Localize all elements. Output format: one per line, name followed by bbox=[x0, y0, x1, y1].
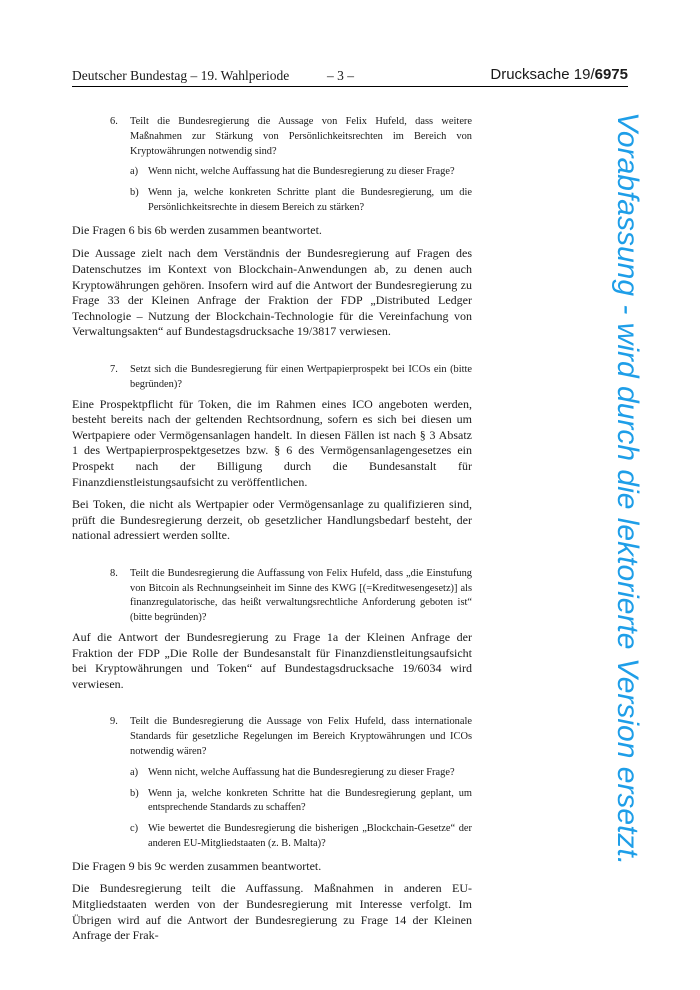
question-6a bbox=[130, 165, 472, 180]
question-number: 7. bbox=[110, 363, 118, 375]
parliament-label: Deutscher Bundestag – 19. Wahlperiode bbox=[72, 68, 290, 83]
question-text: Teilt die Bundesregierung die Aussage von Felix Hufeld, dass internationale Standards für gesetzliche Regelungen im Bereich Kryptowährungen und ICOs notwendig wären? bbox=[130, 716, 472, 758]
sub-label: a) bbox=[130, 166, 139, 178]
answer-paragraph: Bei Token, die nicht als Wertpapier oder Vermögensanlage zu qualifizieren sind, prüft die Bundesregierung derzeit, ob gesetzlicher Handlungsbedarf besteht, der national adressiert werden sollte. bbox=[72, 497, 472, 543]
watermark-text: Vorabfassung - wird durch die lektorierte Version ersetzt. bbox=[611, 112, 644, 866]
sub-text: Wenn nicht, welche Auffassung hat die Bundesregierung zu dieser Frage? bbox=[148, 766, 455, 778]
question-7 bbox=[72, 363, 472, 393]
sub-label: b) bbox=[130, 187, 139, 199]
question-text: Teilt die Bundesregierung die Auffassung von Felix Hufeld, dass „die Einstufung von Bitcoin als Rechnungseinheit im Sinne des KWG [(=Kreditwesengesetz)] als finanzregulatorische, das heißt verwaltungsrechtliche Anforderung geboten ist“ (bitte begründen)? bbox=[130, 567, 472, 624]
answer-paragraph: Die Bundesregierung teilt die Auffassung. Maßnahmen in anderen EU-Mitgliedstaaten werden von der Bundesregierung mit Interesse verfolgt. Im Übrigen wird auf die Antwort der Bundesregierung zu Frage 14 der Kleinen Anfrage der Frak- bbox=[72, 881, 472, 943]
answer-paragraph: Die Fragen 9 bis 9c werden zusammen beantwortet. bbox=[72, 858, 322, 873]
page-number: – 3 – bbox=[327, 68, 354, 83]
document-number bbox=[490, 66, 628, 83]
question-6b bbox=[130, 186, 472, 216]
sub-label: c) bbox=[130, 823, 139, 835]
doc-number: 6975 bbox=[594, 66, 628, 83]
page-header bbox=[72, 66, 628, 86]
doc-prefix: Drucksache bbox=[490, 66, 574, 83]
question-6 bbox=[72, 115, 472, 159]
sub-text: Wenn nicht, welche Auffassung hat die Bundesregierung zu dieser Frage? bbox=[148, 166, 455, 178]
doc-series: 19/ bbox=[573, 66, 595, 83]
answer-paragraph: Die Aussage zielt nach dem Verständnis der Bundesregierung auf Fragen des Datenschutzes im Kontext von Blockchain-Anwendungen ab, zu denen auch Kryptowährungen gehören. Insofern wird auf die Antwort der Bundesregierung zu Frage 33 der Kleinen Anfrage der Fraktion der FDP „Distributed Ledger Technologie – Nutzung der Blockchain-Technologie für die Vereinfachung von Verwaltungsakten“ auf Bundestagsdrucksache 19/3817 verwiesen. bbox=[72, 246, 472, 339]
sub-label: a) bbox=[130, 766, 139, 778]
answer-paragraph: Die Fragen 6 bis 6b werden zusammen beantwortet. bbox=[72, 222, 322, 237]
question-text: Setzt sich die Bundesregierung für einen Wertpapierprospekt bei ICOs ein (bitte begründen)? bbox=[130, 363, 472, 390]
header-divider bbox=[72, 86, 628, 87]
question-number: 8. bbox=[110, 567, 118, 579]
question-9b bbox=[130, 787, 472, 817]
answer-paragraph: Eine Prospektpflicht für Token, die im Rahmen eines ICO angeboten werden, besteht bereits nach der geltenden Rechtsordnung, sofern es sich bei diesen um Wertpapiere oder Vermögensanlagen handelt. In diesen Fällen ist nach § 3 Absatz 1 des Wertpapierprospektgesetzes bzw. § 6 des Vermögensanlagengesetzes ein Prospekt nach der Billigung durch die Bundesanstalt für Finanzdienstleistungsaufsicht zu veröffentlichen. bbox=[72, 396, 472, 489]
sub-text: Wenn ja, welche konkreten Schritte hat die Bundesregierung geplant, um entsprechende Standards zu schaffen? bbox=[148, 787, 472, 814]
question-9c bbox=[130, 822, 472, 852]
sub-text: Wenn ja, welche konkreten Schritte plant die Bundesregierung, um die Persönlichkeitsrechte in diesem Bereich zu stärken? bbox=[148, 187, 472, 213]
document-body bbox=[72, 115, 472, 944]
question-9a bbox=[130, 766, 472, 781]
question-text: Teilt die Bundesregierung die Aussage von Felix Hufeld, dass weitere Maßnahmen zur Stärkung von Persönlichkeitsrechten im Bereich von Kryptowährungen notwendig sind? bbox=[130, 116, 472, 157]
answer-paragraph: Auf die Antwort der Bundesregierung zu Frage 1a der Kleinen Anfrage der Fraktion der FDP „Die Rolle der Bundesanstalt für Finanzdienstleitungsaufsicht bei Kryptowährungen und Token“ auf Bundestagsdrucksache 19/6034 wird verwiesen. bbox=[72, 630, 472, 691]
question-9 bbox=[72, 715, 472, 759]
sub-label: b) bbox=[130, 787, 139, 799]
draft-watermark bbox=[611, 112, 680, 912]
question-8 bbox=[72, 567, 472, 626]
question-number: 9. bbox=[110, 716, 118, 728]
sub-text: Wie bewertet die Bundesregierung die bisherigen „Blockchain-Gesetze“ der anderen EU-Mitgliedstaaten (z. B. Malta)? bbox=[148, 823, 472, 850]
question-number: 6. bbox=[110, 116, 118, 127]
